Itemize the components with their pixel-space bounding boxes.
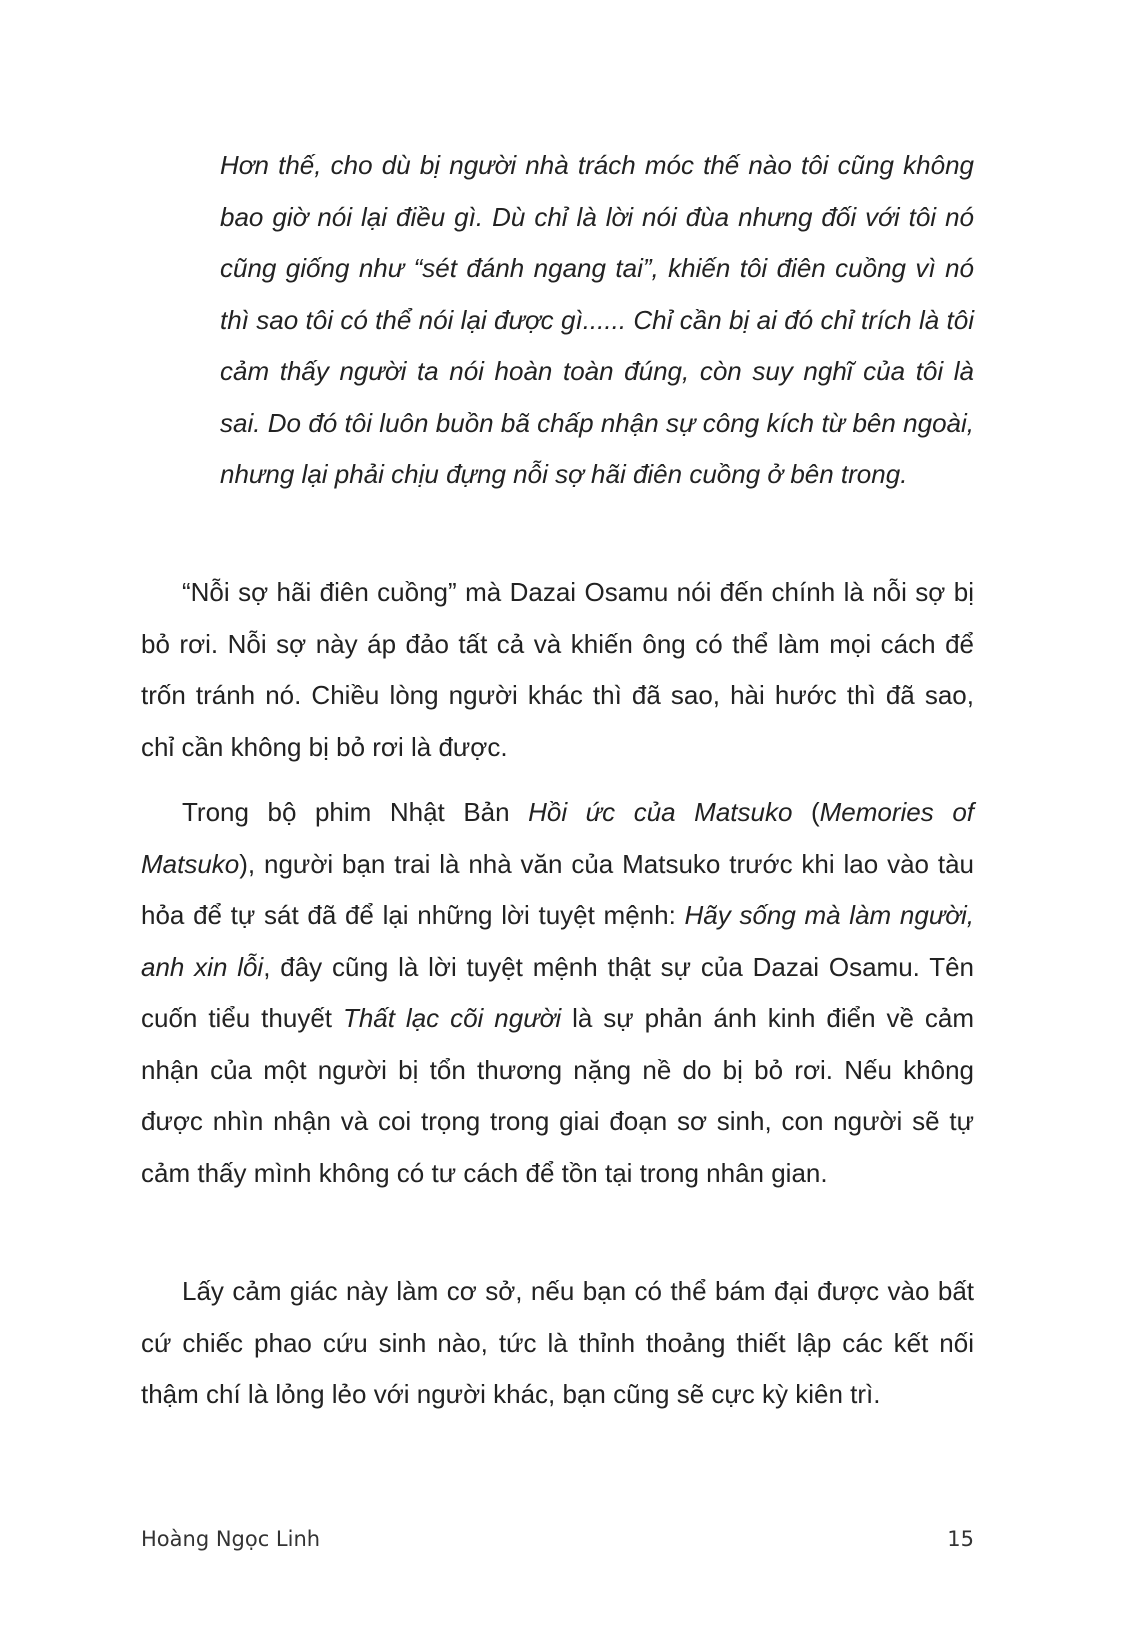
paragraph-text: ( <box>792 797 820 827</box>
paragraph-text: , đây cũng là lời tuyệt mệnh thật sự của Dazai Osamu. Tên cuốn tiểu thuyết <box>141 951 974 1033</box>
paragraph-text: Trong bộ phim Nhật Bản <box>182 797 529 827</box>
block-quote: Hơn thế, cho dù bị người nhà trách móc thế nào tôi cũng không bao giờ nói lại điều gì. Dù chỉ là lời nói đùa nhưng đối với tôi nó cũng giống như “sét đánh ngang tai”, khiến tôi điên cuồng vì nó thì sao tôi có thể nói lại được gì...... Chỉ cần bị ai đó chỉ trích là tôi cảm thấy người ta nói hoàn toàn đúng, còn suy nghĩ của tôi là sai. Do đó tôi luôn buồn bã chấp nhận sự công kích từ bên ngoài, nhưng lại phải chịu đựng nỗi sợ hãi điên cuồng ở bên trong. <box>220 150 974 489</box>
paragraph-text: là sự phản ánh kinh điển về cảm nhận của một người bị tổn thương nặng nề do bị bỏ rơi. Nếu không được nhìn nhận và coi trọng trong giai đoạn sơ sinh, con người sẽ tự cảm thấy mình không có tư cách để tồn tại trong nhân gian. <box>141 1003 974 1188</box>
film-title-vietnamese: Hồi ức của Matsuko <box>528 797 793 827</box>
paragraph-fear-of-abandonment: “Nỗi sợ hãi điên cuồng” mà Dazai Osamu nói đến chính là nỗi sợ bị bỏ rơi. Nỗi sợ này áp đảo tất cả và khiến ông có thể làm mọi cách để trốn tránh nó. Chiều lòng người khác thì đã sao, hài hước thì đã sao, chỉ cần không bị bỏ rơi là được. <box>141 577 974 762</box>
paragraph-lifebuoy: Lấy cảm giác này làm cơ sở, nếu bạn có thể bám đại được vào bất cứ chiếc phao cứu sinh nào, tức là thỉnh thoảng thiết lập các kết nối thậm chí là lỏng lẻo với người khác, bạn cũng sẽ cực kỳ kiên trì. <box>141 1276 974 1409</box>
paragraph-text: ), người bạn trai là nhà văn của Matsuko trước khi lao vào tàu hỏa để tự sát đã để lại những lời tuyệt mệnh: <box>141 848 974 930</box>
film-title-english: Memories of Matsuko <box>141 797 974 879</box>
novel-title: Thất lạc cõi người <box>342 1003 562 1033</box>
page-number: 15 <box>947 1527 974 1551</box>
last-words: Hãy sống mà làm người, anh xin lỗi <box>141 900 975 982</box>
paragraph-matsuko-film <box>141 787 974 1199</box>
footer-author: Hoàng Ngọc Linh <box>141 1527 321 1551</box>
